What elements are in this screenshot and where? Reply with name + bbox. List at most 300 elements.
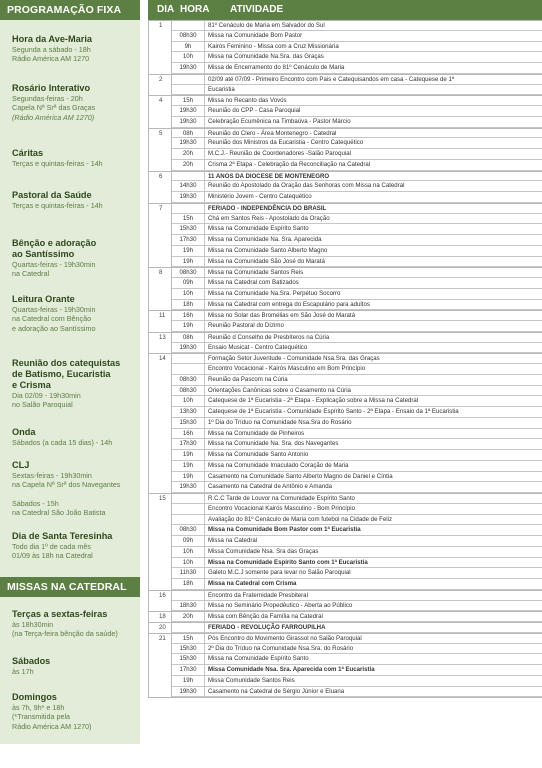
time-cell xyxy=(172,494,205,504)
table-row xyxy=(148,633,542,644)
table-row xyxy=(148,128,542,139)
time-cell xyxy=(172,504,205,515)
time-cell: 08h30 xyxy=(172,268,205,278)
time-cell: 14h30 xyxy=(172,181,205,192)
table-row xyxy=(148,332,542,343)
program-detail: 01/09 às 18h na Catedral xyxy=(12,551,93,561)
table-row xyxy=(148,386,542,397)
table-row xyxy=(148,558,542,569)
program-title: e Crisma xyxy=(12,380,51,390)
activity-cell: Missa na Comunidade São José do Maratá xyxy=(205,257,542,268)
activity-cell: Missa na Comunidade Bom Pastor com 1ª Eucaristia xyxy=(205,525,542,536)
program-detail: Terças e quintas-feiras - 14h xyxy=(12,201,103,210)
sidebar-section-header: MISSAS NA CATEDRAL xyxy=(0,577,140,597)
activity-cell: Missa Comunidade Nsa. Sra das Graças xyxy=(205,547,542,558)
day-cell: 16 xyxy=(148,591,172,601)
activity-cell: Missa no Solar das Bromélias em São José do Maratá xyxy=(205,311,542,321)
table-row xyxy=(148,343,542,354)
day-cell xyxy=(148,407,172,418)
table-row xyxy=(148,267,542,278)
activity-cell: Missa na Catedral com Crisma xyxy=(205,579,542,590)
activity-cell: Reunião do Clero - Área Montenegro - Catedral xyxy=(205,129,542,139)
activity-cell: Missa na Comunidade Imaculado Coração de Maria xyxy=(205,461,542,472)
table-row xyxy=(148,117,542,128)
program-title: Domingos xyxy=(12,692,57,702)
day-cell xyxy=(148,52,172,63)
table-body xyxy=(148,20,542,697)
header-activity: ATIVIDADE xyxy=(230,4,284,15)
time-cell xyxy=(172,591,205,601)
day-cell: 8 xyxy=(148,268,172,278)
table-row xyxy=(148,160,542,171)
sidebar-program-block xyxy=(0,358,140,410)
table-row xyxy=(148,568,542,579)
program-detail: Todo dia 1º de cada mês xyxy=(12,542,91,551)
sidebar-program-block xyxy=(0,148,140,168)
sidebar-program-block xyxy=(0,692,140,731)
day-cell xyxy=(148,568,172,579)
table-row xyxy=(148,418,542,429)
day-cell xyxy=(148,224,172,235)
time-cell: 10h xyxy=(172,558,205,569)
activity-cell: Missa na Comunidade Na. Sra. dos Navegantes xyxy=(205,439,542,450)
program-detail: Capela Nª Srª das Graças xyxy=(12,103,96,113)
time-cell: 16h xyxy=(172,311,205,321)
day-cell: 20 xyxy=(148,623,172,633)
activity-cell: 02/09 até 07/09 - Primeiro Encontro com Pais e Catequisandos em casa - Catequese de 1ª xyxy=(205,75,542,85)
time-cell xyxy=(172,85,205,96)
day-cell: 18 xyxy=(148,612,172,622)
program-detail: na Catedral São João Batista xyxy=(12,508,106,518)
day-cell: 1 xyxy=(148,21,172,31)
time-cell: 10h xyxy=(172,52,205,63)
time-cell: 19h xyxy=(172,472,205,483)
day-cell xyxy=(148,63,172,74)
program-title: Cáritas xyxy=(12,148,44,158)
activity-cell: Encontro Vocacional - Kairós Masculino em Bom Princípio xyxy=(205,364,542,375)
day-cell xyxy=(148,106,172,117)
activity-cell: Missa na Comunidade Santo Antonio xyxy=(205,450,542,461)
time-cell xyxy=(172,515,205,526)
table-row xyxy=(148,257,542,268)
program-detail: Sábados - 15h xyxy=(12,498,59,508)
program-detail: Quartas-feiras - 19h30min xyxy=(12,305,96,314)
table-row xyxy=(148,278,542,289)
day-cell xyxy=(148,31,172,42)
program-title: Dia de Santa Teresinha xyxy=(12,531,113,541)
time-cell xyxy=(172,204,205,214)
time-cell: 13h30 xyxy=(172,407,205,418)
time-cell: 19h xyxy=(172,257,205,268)
table-row xyxy=(148,85,542,96)
program-detail: Dia 02/09 - 19h30min xyxy=(12,391,81,400)
day-cell xyxy=(148,418,172,429)
day-cell: 15 xyxy=(148,494,172,504)
sidebar-program-block xyxy=(0,190,140,210)
table-row xyxy=(148,203,542,214)
activity-cell: Missa de Encerramento do 81º Cenáculo de Maria xyxy=(205,63,542,74)
table-row xyxy=(148,171,542,182)
program-title: Reunião dos catequistas xyxy=(12,358,121,368)
time-cell: 15h30 xyxy=(172,224,205,235)
table-row xyxy=(148,364,542,375)
program-detail: às 18h30min xyxy=(12,620,54,629)
activity-cell: 2º Dia do Tríduo na Comunidade Nsa.Sra. do Rosário xyxy=(205,644,542,655)
table-row xyxy=(148,482,542,493)
day-cell xyxy=(148,192,172,203)
time-cell xyxy=(172,354,205,364)
day-cell xyxy=(148,547,172,558)
table-row xyxy=(148,106,542,117)
time-cell: 20h xyxy=(172,612,205,622)
time-cell: 20h xyxy=(172,160,205,171)
program-detail: às 17h xyxy=(12,667,34,676)
time-cell: 11h30 xyxy=(172,568,205,579)
day-cell xyxy=(148,343,172,354)
activity-cell: M.C.J.- Reunião de Coordenadores -Salão Paroquial xyxy=(205,149,542,160)
table-row xyxy=(148,611,542,622)
time-cell: 19h xyxy=(172,461,205,472)
time-cell: 08h30 xyxy=(172,375,205,386)
header-day: DIA xyxy=(157,4,175,15)
program-title: de Batismo, Eucaristia xyxy=(12,369,111,379)
day-cell xyxy=(148,429,172,440)
table-row xyxy=(148,536,542,547)
activity-cell: Missa na Catedral com entrega do Escapulário para adultos xyxy=(205,300,542,311)
activity-cell: Missa Comunidade Santos Reis xyxy=(205,676,542,687)
table-row xyxy=(148,515,542,526)
table-row xyxy=(148,590,542,601)
activity-cell: Ministério Jovem - Centro Catequético xyxy=(205,192,542,203)
day-cell: 7 xyxy=(148,204,172,214)
program-detail: Terças e quintas-feiras - 14h xyxy=(12,159,103,168)
activity-cell: Celebração Ecumênica na Timbaúva - Pastor Márcio xyxy=(205,117,542,128)
day-cell xyxy=(148,579,172,590)
program-title: Hora da Ave-Maria xyxy=(12,34,92,44)
program-detail: (na Terça-feira bênção da saúde) xyxy=(12,629,118,639)
activity-cell: Missa na Comunidade Santo Alberto Magno xyxy=(205,246,542,257)
table-row xyxy=(148,579,542,590)
time-cell: 15h xyxy=(172,96,205,106)
table-row xyxy=(148,246,542,257)
table-row xyxy=(148,353,542,364)
activity-cell: Casamento na Catedral de Antônio e Amanda xyxy=(205,482,542,493)
table-bottom-border xyxy=(148,697,542,698)
program-detail: Rádio América AM 1270) xyxy=(12,721,92,731)
activity-cell: R.C.C Tarde de Louvor na Comunidade Espírito Santo xyxy=(205,494,542,504)
sidebar-program-block xyxy=(0,294,140,333)
activity-cell: Encontro Vocacional Kairós Masculino - Bom Princípio xyxy=(205,504,542,515)
activity-cell: Missa com Bênção da Família na Catedral xyxy=(205,612,542,622)
day-cell: 11 xyxy=(148,311,172,321)
day-cell xyxy=(148,149,172,160)
day-cell xyxy=(148,257,172,268)
day-cell xyxy=(148,665,172,676)
program-title: Bênção e adoração xyxy=(12,238,97,248)
program-title: Leitura Orante xyxy=(12,294,75,304)
day-cell xyxy=(148,181,172,192)
fixed-schedule-sidebar xyxy=(0,0,140,744)
activity-cell: Missa na Comunidade Espírito Santo com 1ª Eucaristia xyxy=(205,558,542,569)
time-cell: 15h xyxy=(172,214,205,225)
activity-cell: 81º Cenáculo de Maria em Salvador do Sul xyxy=(205,21,542,31)
day-cell xyxy=(148,536,172,547)
activity-cell: Formação Setor Juventude - Comunidade Nsa.Sra. das Graças xyxy=(205,354,542,364)
day-cell: 2 xyxy=(148,75,172,85)
table-row xyxy=(148,450,542,461)
time-cell: 16h xyxy=(172,429,205,440)
program-title: Onda xyxy=(12,427,36,437)
activity-cell: Missa no Seminário Propedêutico - Aberta ao Público xyxy=(205,601,542,612)
day-cell xyxy=(148,461,172,472)
activity-cell: Reunião d Conselho de Presbíteros na Cúria xyxy=(205,333,542,343)
activity-cell: Ensaio Musicat - Centro Catequético xyxy=(205,343,542,354)
table-row xyxy=(148,439,542,450)
program-note: (Rádio América AM 1270) xyxy=(12,112,95,122)
day-cell xyxy=(148,504,172,515)
activity-cell: Missa na Catedral com Batizados xyxy=(205,278,542,289)
table-row xyxy=(148,42,542,53)
activity-cell: Missa na Comunidade Na.Sra. Perpétuo Socorro xyxy=(205,289,542,300)
time-cell xyxy=(172,21,205,31)
time-cell: 10h xyxy=(172,289,205,300)
activity-cell: Chá em Santos Reis - Apostolado da Oração xyxy=(205,214,542,225)
activity-cell: Reunião do Apostolado da Oração das Senhoras com Missa na Catedral xyxy=(205,181,542,192)
day-cell: 21 xyxy=(148,634,172,644)
activity-cell: Missa na Comunidade Bom Pastor xyxy=(205,31,542,42)
time-cell: 17h30 xyxy=(172,665,205,676)
table-row xyxy=(148,235,542,246)
activity-cell: 1º Dia do Tríduo na Comunidade Nsa.Sra do Rosário xyxy=(205,418,542,429)
day-cell xyxy=(148,482,172,493)
time-cell: 18h xyxy=(172,300,205,311)
day-cell xyxy=(148,439,172,450)
table-row xyxy=(148,74,542,85)
day-cell xyxy=(148,214,172,225)
table-row xyxy=(148,601,542,612)
table-row xyxy=(148,52,542,63)
time-cell: 10h xyxy=(172,547,205,558)
activity-cell: 11 ANOS DA DIOCESE DE MONTENEGRO xyxy=(205,172,542,182)
header-time: HORA xyxy=(180,4,210,15)
day-cell xyxy=(148,558,172,569)
program-detail: Sextas-feiras - 19h30min xyxy=(12,471,92,480)
time-cell: 08h30 xyxy=(172,31,205,42)
sidebar-program-block xyxy=(0,460,140,518)
day-cell xyxy=(148,300,172,311)
activity-cell: Missa na Comunidade Na. Sra. Aparecida xyxy=(205,235,542,246)
time-cell: 15h30 xyxy=(172,654,205,665)
day-cell xyxy=(148,396,172,407)
sidebar-program-block xyxy=(0,238,140,279)
time-cell: 19h xyxy=(172,321,205,332)
program-detail xyxy=(12,490,136,499)
activity-cell: Crisma 2ª Etapa - Celebração da Reconciliação na Catedral xyxy=(205,160,542,171)
time-cell: 19h30 xyxy=(172,192,205,203)
time-cell: 18h xyxy=(172,579,205,590)
day-cell xyxy=(148,235,172,246)
activity-cell: Missa na Comunidade Espírito Santo xyxy=(205,224,542,235)
time-cell: 19h30 xyxy=(172,343,205,354)
sidebar-section-header: PROGRAMAÇÃO FIXA xyxy=(0,0,140,20)
activity-cell: Avaliação do 81º Cenáculo de Maria com futebol na Cidade de Feliz xyxy=(205,515,542,526)
table-row xyxy=(148,665,542,676)
day-cell: 14 xyxy=(148,354,172,364)
time-cell: 10h xyxy=(172,396,205,407)
activity-cell: Reunião Pastoral do Dízimo xyxy=(205,321,542,332)
table-row xyxy=(148,310,542,321)
time-cell: 20h xyxy=(172,149,205,160)
sidebar-program-block xyxy=(0,656,140,676)
time-cell: 08h xyxy=(172,129,205,139)
program-detail: (*Transmitida pela xyxy=(12,712,71,722)
activity-cell: Casamento na Comunidade Santo Alberto Magno de Daniel e Cíntia xyxy=(205,472,542,483)
table-row xyxy=(148,138,542,149)
activity-cell: Missa na Comunidade de Pinheiros xyxy=(205,429,542,440)
time-cell: 19h30 xyxy=(172,106,205,117)
day-cell xyxy=(148,117,172,128)
time-cell: 08h xyxy=(172,333,205,343)
day-cell xyxy=(148,85,172,96)
time-cell: 19h30 xyxy=(172,138,205,149)
time-cell: 17h30 xyxy=(172,235,205,246)
time-cell: 19h xyxy=(172,676,205,687)
program-detail: Quartas-feiras - 19h30min xyxy=(12,260,96,269)
time-cell: 18h30 xyxy=(172,601,205,612)
table-row xyxy=(148,224,542,235)
table-row xyxy=(148,547,542,558)
program-detail: no Salão Paroquial xyxy=(12,400,73,410)
day-cell: 6 xyxy=(148,172,172,182)
program-title: Rosário Interativo xyxy=(12,83,91,93)
table-row xyxy=(148,63,542,74)
program-detail: Rádio América AM 1270 xyxy=(12,54,90,64)
time-cell: 09h xyxy=(172,278,205,289)
program-title: Sábados xyxy=(12,656,51,666)
table-row xyxy=(148,504,542,515)
activity-cell: FERIADO - REVOLUÇÃO FARROUPILHA xyxy=(205,623,542,633)
table-row xyxy=(148,687,542,698)
activity-cell: Eucaristia xyxy=(205,85,542,96)
activity-cell: Missa na Comunidade Na.Sra. das Graças xyxy=(205,52,542,63)
sidebar-program-block xyxy=(0,609,140,639)
activity-cell: Reunião dos Ministros da Eucaristia - Centro Catequético xyxy=(205,138,542,149)
activity-cell: Orientações Canônicas sobre o Casamento na Cúria xyxy=(205,386,542,397)
day-cell xyxy=(148,160,172,171)
time-cell: 08h30 xyxy=(172,386,205,397)
program-detail: Segundas-feiras - 20h xyxy=(12,94,83,103)
day-cell xyxy=(148,246,172,257)
day-cell xyxy=(148,601,172,612)
program-detail: às 7h, 9h* e 18h xyxy=(12,703,65,712)
table-row xyxy=(148,149,542,160)
activity-cell: Missa na Comunidade Santos Reis xyxy=(205,268,542,278)
program-title: CLJ xyxy=(12,460,30,470)
activity-cell: Missa Comunidade Nsa. Sra. Aparecida com 1ª Eucaristia xyxy=(205,665,542,676)
time-cell: 19h30 xyxy=(172,687,205,698)
time-cell xyxy=(172,172,205,182)
table-row xyxy=(148,429,542,440)
program-detail: na Catedral com Bênção xyxy=(12,314,92,324)
program-detail: Segunda a sábado - 18h xyxy=(12,45,91,54)
day-cell: 13 xyxy=(148,333,172,343)
table-row xyxy=(148,20,542,31)
table-row xyxy=(148,407,542,418)
activity-cell: Reunião do CPP - Casa Paroquial xyxy=(205,106,542,117)
activity-cell: Missa no Recanto das Vovós xyxy=(205,96,542,106)
day-cell xyxy=(148,42,172,53)
table-row xyxy=(148,654,542,665)
day-cell xyxy=(148,364,172,375)
day-cell xyxy=(148,525,172,536)
day-cell xyxy=(148,644,172,655)
day-cell xyxy=(148,515,172,526)
table-row xyxy=(148,181,542,192)
day-cell xyxy=(148,687,172,698)
activity-cell: Missa na Comunidade Espírito Santo xyxy=(205,654,542,665)
time-cell: 19h30 xyxy=(172,482,205,493)
activity-cell: Reunião da Pascom na Cúria xyxy=(205,375,542,386)
time-cell xyxy=(172,623,205,633)
day-cell xyxy=(148,676,172,687)
program-detail: e adoração ao Santíssimo xyxy=(12,323,96,333)
time-cell xyxy=(172,364,205,375)
table-row xyxy=(148,396,542,407)
program-detail: na Capela Nª Srª dos Navegantes xyxy=(12,480,121,490)
activity-cell: Kairós Feminino - Missa com a Cruz Missionária xyxy=(205,42,542,53)
table-header xyxy=(148,0,542,20)
day-cell: 4 xyxy=(148,96,172,106)
day-cell xyxy=(148,386,172,397)
time-cell: 08h30 xyxy=(172,525,205,536)
time-cell: 15h30 xyxy=(172,644,205,655)
time-cell: 19h30 xyxy=(172,63,205,74)
time-cell: 17h30 xyxy=(172,439,205,450)
day-cell xyxy=(148,278,172,289)
activity-cell: Catequese de 1ª Eucaristia - Comunidade Espírito Santo - 2ª Etapa - Ensaio da 1ª Eucaristia xyxy=(205,407,542,418)
time-cell: 15h30 xyxy=(172,418,205,429)
activity-cell: Casamento na Catedral de Sérgio Júnior e Eluana xyxy=(205,687,542,698)
table-row xyxy=(148,300,542,311)
time-cell: 9h xyxy=(172,42,205,53)
day-cell xyxy=(148,289,172,300)
time-cell xyxy=(172,75,205,85)
day-cell xyxy=(148,321,172,332)
table-row xyxy=(148,375,542,386)
day-cell xyxy=(148,654,172,665)
sidebar-program-block xyxy=(0,83,140,122)
time-cell: 19h xyxy=(172,246,205,257)
sidebar-program-block xyxy=(0,34,140,64)
program-detail: Sábados (a cada 15 dias) - 14h xyxy=(12,438,113,447)
table-row xyxy=(148,321,542,332)
table-row xyxy=(148,472,542,483)
table-row xyxy=(148,214,542,225)
table-row xyxy=(148,493,542,504)
time-cell: 09h xyxy=(172,536,205,547)
program-title: Pastoral da Saúde xyxy=(12,190,92,200)
activity-cell: Galeto M.C.J somente para levar no Salão Paroquial xyxy=(205,568,542,579)
activity-cell: Missa na Catedral xyxy=(205,536,542,547)
activity-cell: FERIADO - INDEPENDÊNCIA DO BRASIL xyxy=(205,204,542,214)
table-row xyxy=(148,644,542,655)
day-cell xyxy=(148,375,172,386)
activity-cell: Pós Encontro do Movimento Girassol no Salão Paroquial xyxy=(205,634,542,644)
schedule-table xyxy=(148,0,542,697)
day-cell xyxy=(148,472,172,483)
time-cell: 19h30 xyxy=(172,117,205,128)
table-row xyxy=(148,31,542,42)
